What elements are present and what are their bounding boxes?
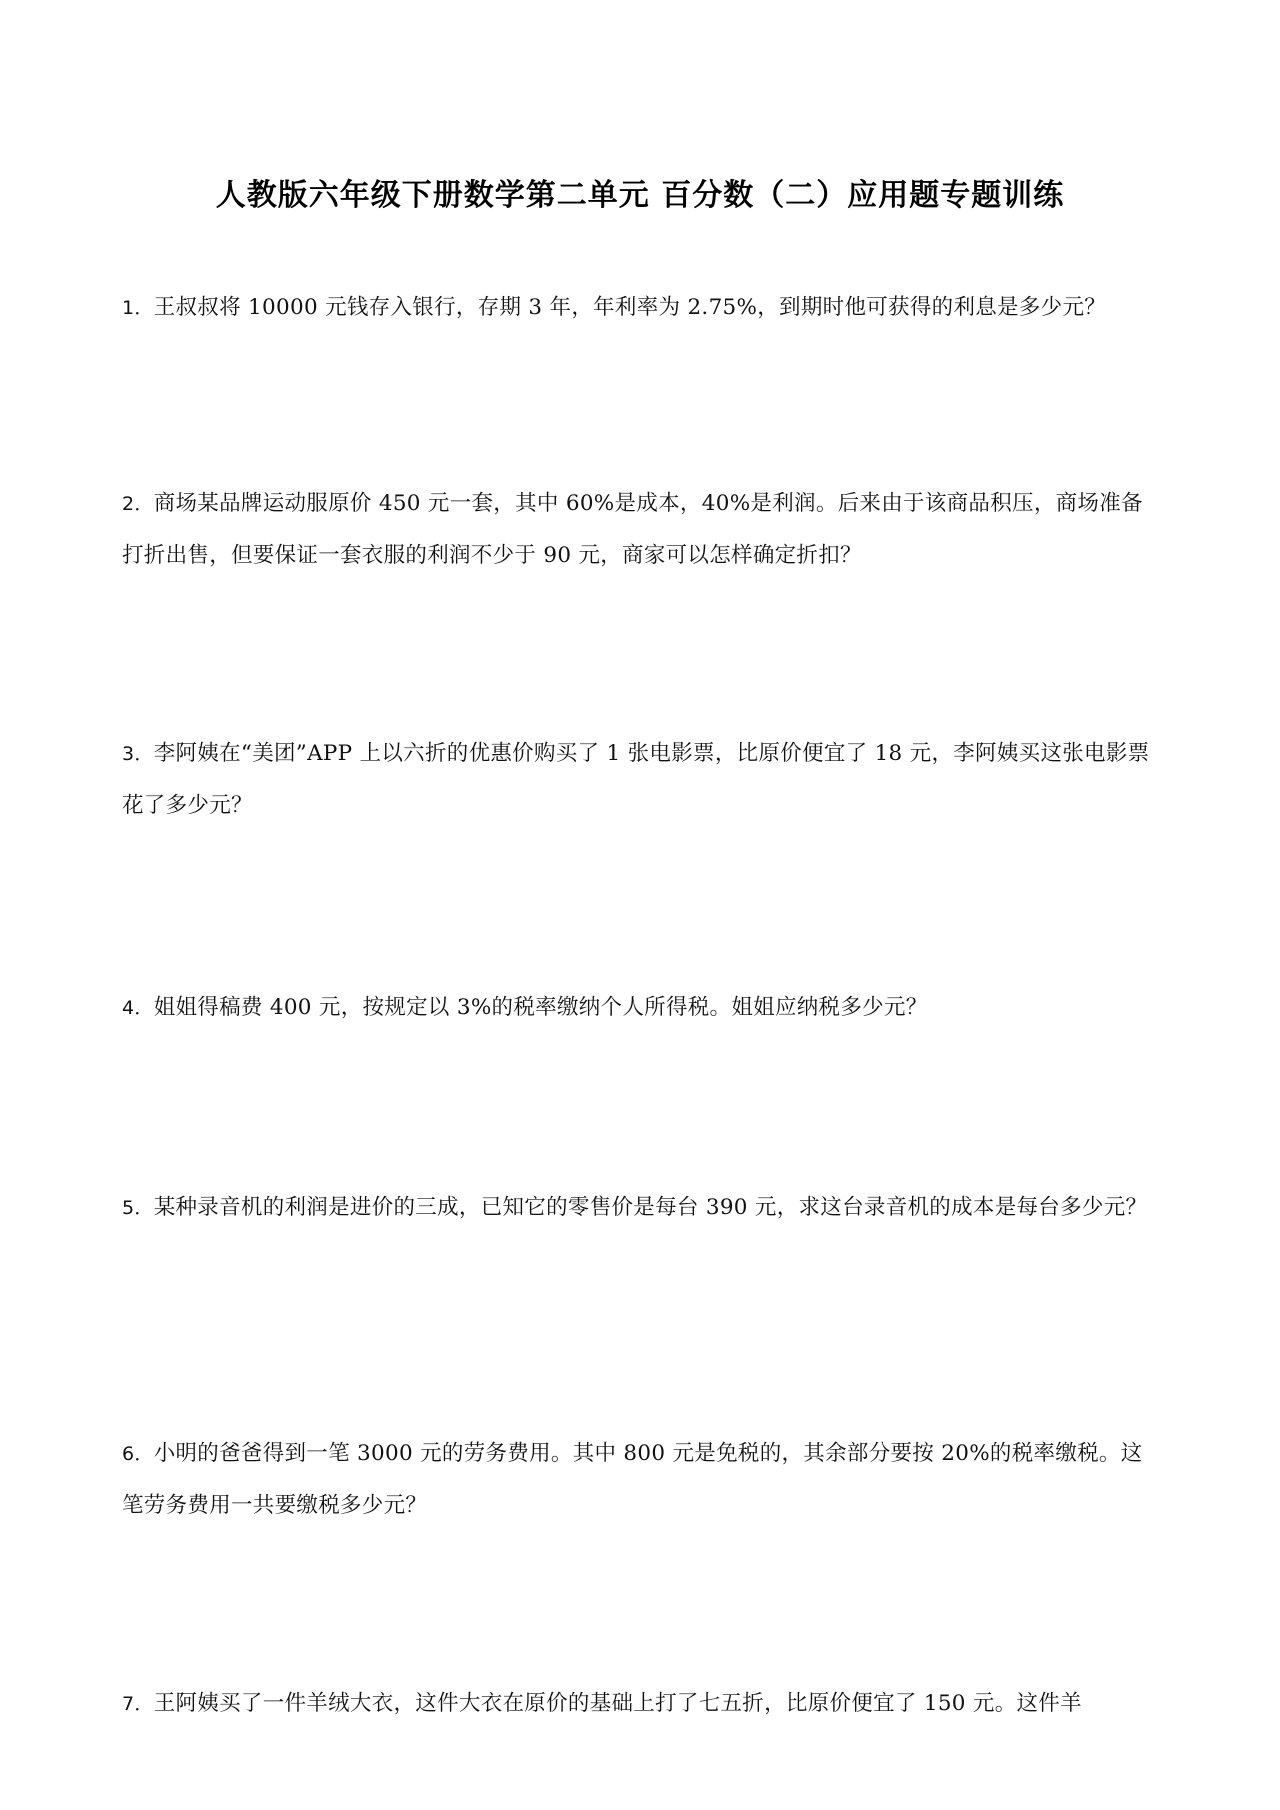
question-number: 2．	[122, 493, 154, 515]
question-1	[122, 282, 1162, 334]
question-text: 姐姐得稿费 400 元，按规定以 3%的税率缴纳个人所得税。姐姐应纳税多少元？	[153, 995, 928, 1020]
question-text: 王叔叔将 10000 元钱存入银行，存期 3 年，年利率为 2.75%，到期时他可获得的利息是多少元？	[153, 295, 1107, 320]
question-number: 7．	[122, 1693, 154, 1715]
question-5	[122, 1182, 1162, 1234]
question-text: 李阿姨在“美团”APP 上以六折的优惠价购买了 1 张电影票，比原价便宜了 18 元，李阿姨买这张电影票花了多少元？	[122, 741, 1150, 818]
question-6	[122, 1428, 1162, 1532]
question-7	[122, 1678, 1162, 1730]
question-number: 4．	[122, 997, 154, 1019]
question-text: 商场某品牌运动服原价 450 元一套，其中 60%是成本，40%是利润。后来由于该商品积压，商场准备打折出售，但要保证一套衣服的利润不少于 90 元，商家可以怎样确定折扣？	[122, 491, 1143, 568]
question-text: 某种录音机的利润是进价的三成，已知它的零售价是每台 390 元，求这台录音机的成本是每台多少元？	[153, 1195, 1148, 1220]
question-3	[122, 728, 1162, 832]
question-text: 王阿姨买了一件羊绒大衣，这件大衣在原价的基础上打了七五折，比原价便宜了 150 元。这件羊	[153, 1691, 1082, 1716]
question-number: 3．	[122, 743, 154, 765]
question-number: 6．	[122, 1443, 154, 1465]
question-number: 5．	[122, 1197, 154, 1219]
question-number: 1．	[122, 297, 154, 319]
question-4	[122, 982, 1162, 1034]
question-2	[122, 478, 1162, 582]
question-text: 小明的爸爸得到一笔 3000 元的劳务费用。其中 800 元是免税的，其余部分要按 20%的税率缴税。这笔劳务费用一共要缴税多少元？	[122, 1441, 1143, 1518]
document-title: 人教版六年级下册数学第二单元 百分数（二）应用题专题训练	[215, 178, 1065, 213]
